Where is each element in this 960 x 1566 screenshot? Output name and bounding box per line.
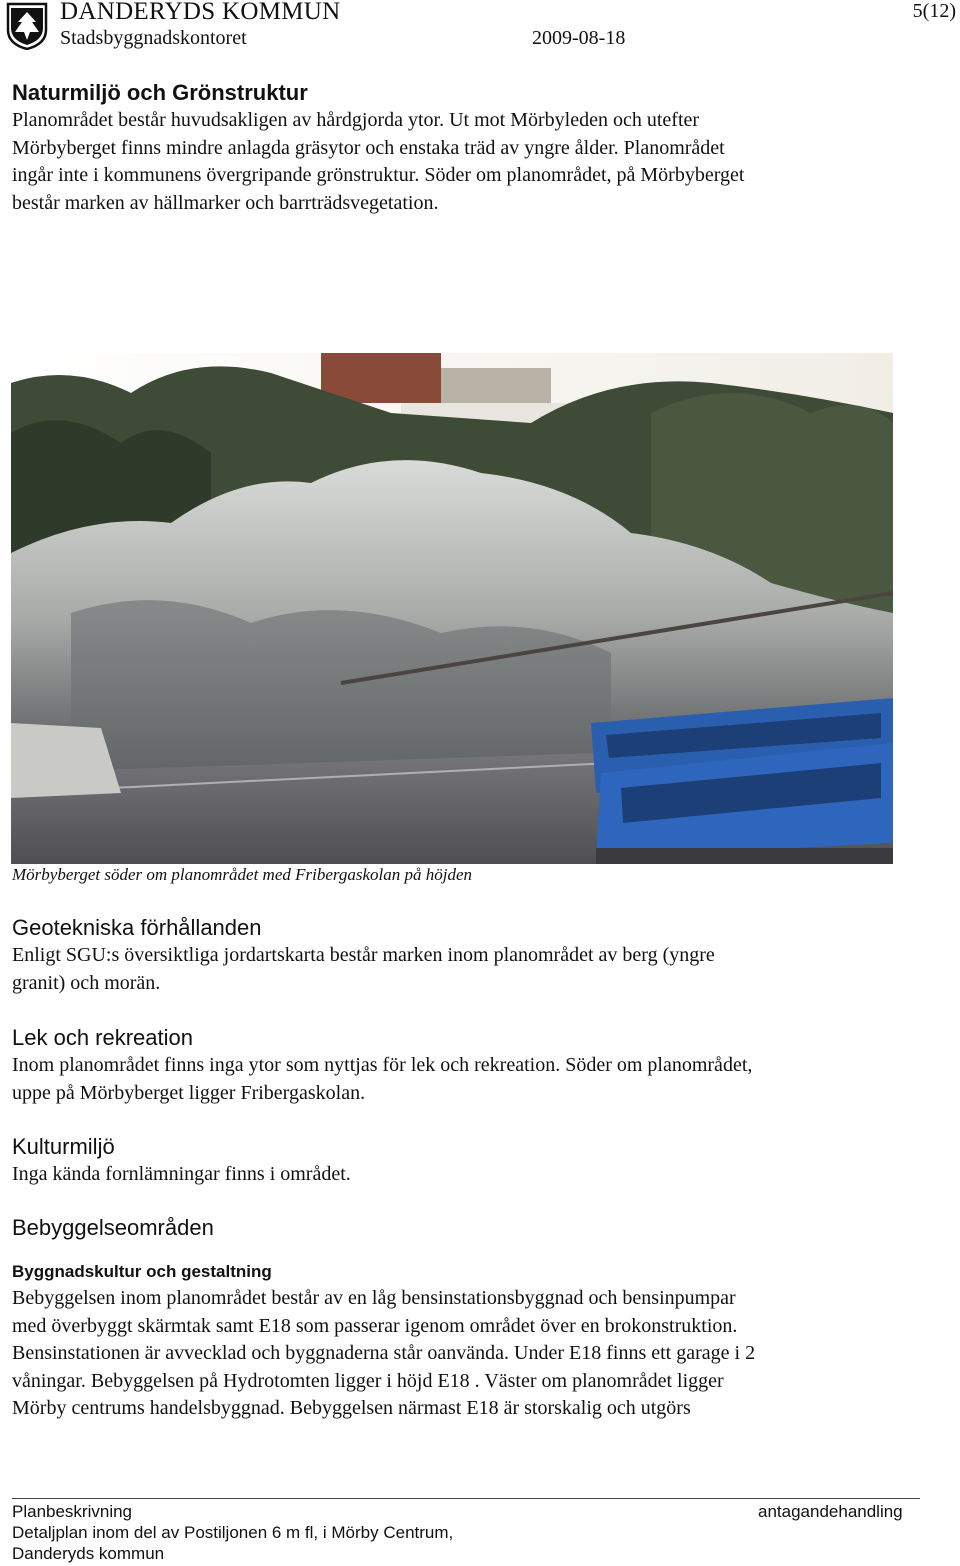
photo-caption: Mörbyberget söder om planområdet med Fribergaskolan på höjden [12, 865, 473, 884]
text-line: Inom planområdet finns inga ytor som nyttjas för lek och rekreation. Söder om planområdet, [12, 1054, 753, 1076]
page-number: 5(12) [912, 0, 956, 22]
text-line: Mörby centrums handelsbyggnad. Bebyggelsen närmast E18 är storskalig och utgörs [12, 1397, 691, 1419]
subsection-heading-byggnadskultur: Byggnadskultur och gestaltning [12, 1262, 272, 1281]
paragraph-bebyggelse [12, 1285, 912, 1423]
text-line: uppe på Mörbyberget ligger Fribergaskolan. [12, 1081, 366, 1104]
paragraph-geoteknik [12, 942, 912, 997]
footer-doc-type: Planbeskrivning [12, 1502, 133, 1521]
department-name: Stadsbyggnadskontoret [60, 27, 247, 49]
text-line: Inga kända fornlämningar finns i området. [12, 1163, 351, 1185]
section-heading-lek: Lek och rekreation [12, 1025, 193, 1050]
paragraph-kultur [12, 1161, 912, 1189]
text-line: Mörbyberget finns mindre anlagda gräsytor och enstaka träd av yngre ålder. Planområdet [12, 136, 725, 159]
text-line: Enligt SGU:s översiktliga jordartskarta består marken inom planområdet av berg (yngre [12, 944, 715, 966]
section-heading-geoteknik: Geotekniska förhållanden [12, 915, 262, 940]
text-line: består marken av hällmarker och barrträdsvegetation. [12, 191, 439, 214]
section-heading-naturmiljo: Naturmiljö och Grönstruktur [12, 80, 308, 105]
footer-status: antagandehandling [758, 1502, 903, 1521]
section-heading-kultur: Kulturmiljö [12, 1134, 115, 1159]
text-line: Bensinstationen är avvecklad och byggnaderna står oanvända. Under E18 finns ett garage i 2 [12, 1342, 756, 1364]
text-line: Bebyggelsen inom planområdet består av en låg bensinstationsbyggnad och bensinpumpar [12, 1287, 736, 1309]
text-line: ingår inte i kommunens övergripande grönstruktur. Söder om planområdet, på Mörbyberget [12, 164, 745, 186]
footer-divider [12, 1498, 920, 1499]
text-line: Planområdet består huvudsakligen av hårdgjorda ytor. Ut mot Mörbyleden och utefter [12, 109, 700, 131]
text-line: våningar. Bebyggelsen på Hydrotomten ligger i höjd E18 . Väster om planområdet ligger [12, 1369, 724, 1392]
footer-plan-name: Detaljplan inom del av Postiljonen 6 m fl, i Mörby Centrum, [12, 1523, 454, 1542]
footer-municipality: Danderyds kommun [12, 1544, 165, 1563]
text-line: granit) och morän. [12, 971, 161, 994]
municipal-coat-of-arms-icon [6, 2, 48, 50]
landscape-photo [11, 353, 893, 864]
paragraph-naturmiljo [12, 107, 912, 217]
text-line: med överbyggt skärmtak samt E18 som passerar igenom området över en brokonstruktion. [12, 1314, 738, 1337]
organization-name: DANDERYDS KOMMUN [60, 0, 341, 25]
paragraph-lek [12, 1052, 912, 1107]
document-date: 2009-08-18 [532, 27, 626, 49]
section-heading-bebyggelse: Bebyggelseområden [12, 1215, 214, 1240]
